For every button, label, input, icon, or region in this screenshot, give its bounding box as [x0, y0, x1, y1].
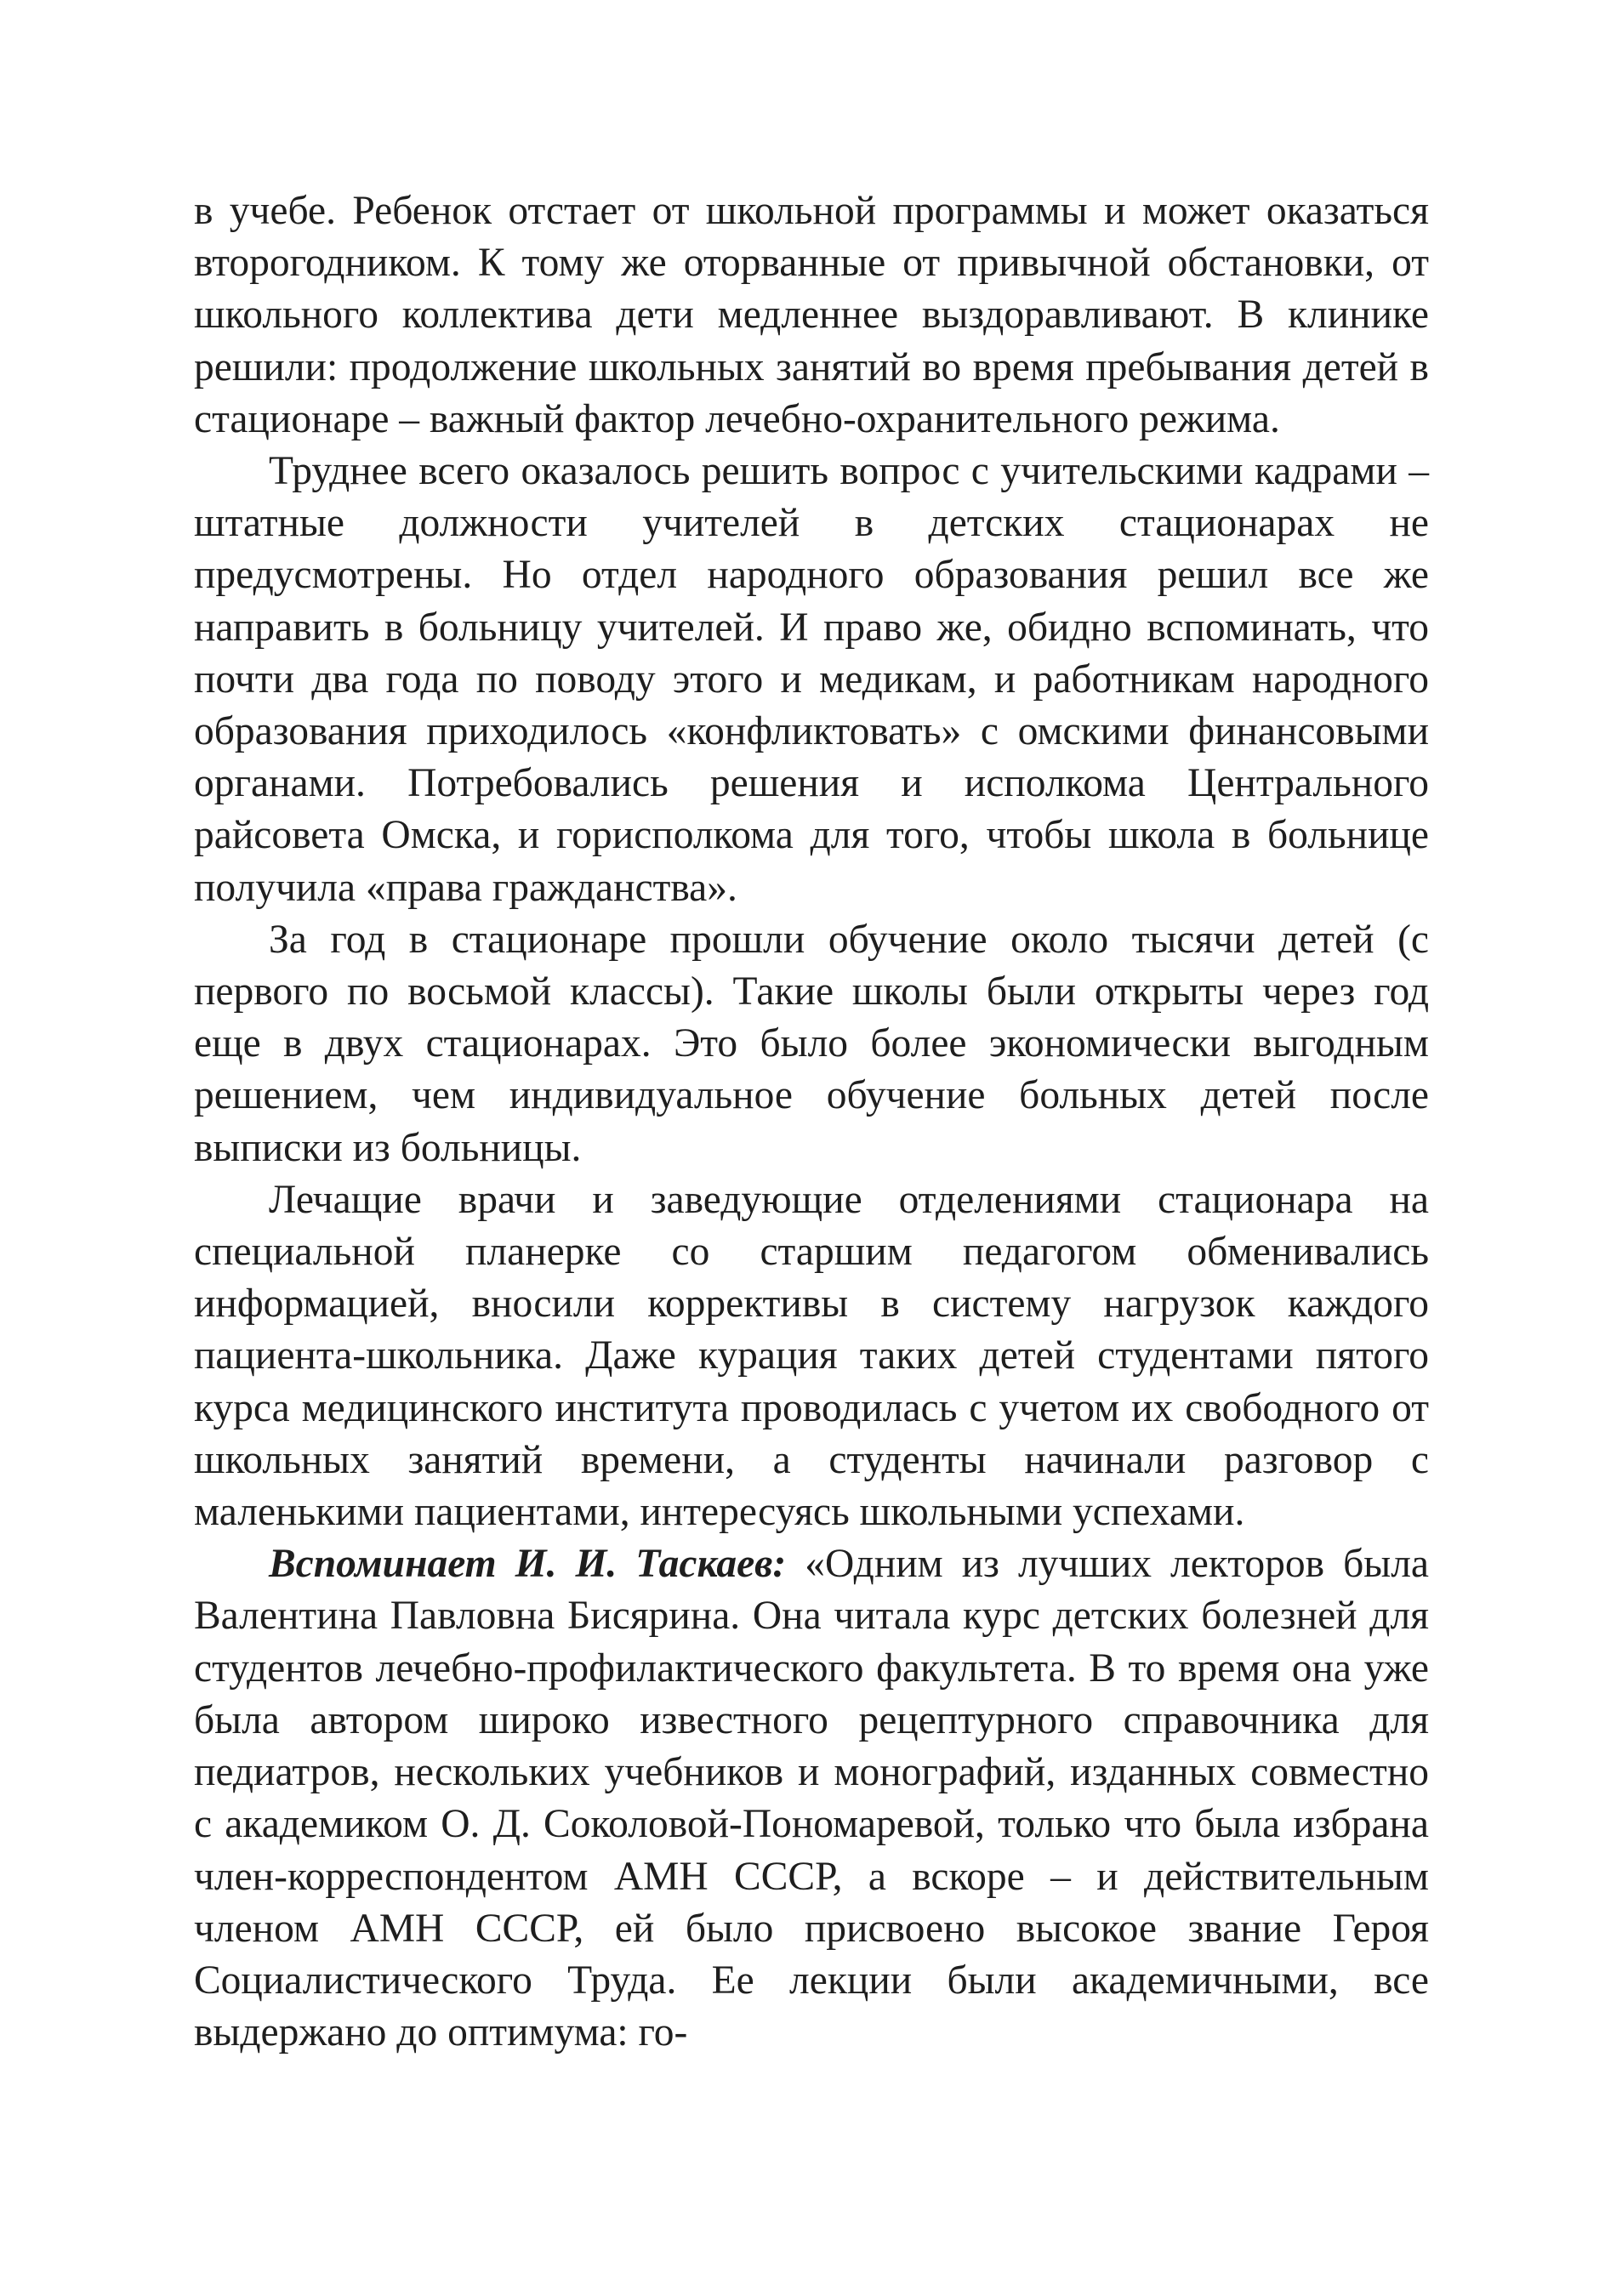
page-body — [194, 185, 1429, 2059]
speaker-attribution: Вспоминает И. И. Таскаев: — [269, 1542, 787, 1587]
paragraph-1: в учебе. Ребенок отстает от школьной программы и может оказаться второгодником. К тому же оторванные от привычной обстановки, от школьного коллектива дети медленнее выздоравливают. В клинике решили: продолжение школьных занятий во время пребывания детей в стационаре – важный фактор лечебно-охранительного режима. — [194, 189, 1429, 441]
paragraph-3: За год в стационаре прошли обучение около тысячи детей (с первого по восьмой классы). Такие школы были открыты через год еще в двух стационарах. Это было более экономически выгодным решением, чем индивидуальное обучение больных детей после выписки из больницы. — [194, 917, 1429, 1170]
quote-text: «Одним из лучших лекторов была Валентина Павловна Бисярина. Она читала курс детских болезней для студентов лечебно-профилактического факультета. В то время она уже была автором широко известного рецептурного справочника для педиатров, нескольких учебников и монографий, изданных совместно с академиком О. Д. Соколовой-Пономаревой, только что была избрана член-корреспондентом АМН СССР, а вскоре – и действительным членом АМН СССР, ей было присвоено высокое звание Героя Социалистического Труда. Ее лекции были академичными, все выдержано до оптимума: го- — [194, 1542, 1429, 2055]
paragraph-4: Лечащие врачи и заведующие отделениями стационара на специальной планерке со старшим педагогом обменивались информацией, вносили коррективы в систему нагрузок каждого пациента-школьника. Даже курация таких детей студентами пятого курса медицинского института проводилась с учетом их свободного от школьных занятий времени, а студенты начинали разговор с маленькими пациентами, интересуясь школьными успехами. — [194, 1177, 1429, 1535]
paragraph-5 — [194, 1538, 1429, 2059]
paragraph-2: Труднее всего оказалось решить вопрос с учительскими кадрами – штатные должности учителей в детских стационарах не предусмотрены. Но отдел народного образования решил все же направить в больницу учителей. И право же, обидно вспоминать, что почти два года по поводу этого и медикам, и работникам народного образования приходилось «конфликтовать» с омскими финансовыми органами. Потребовались решения и исполкома Центрального райсовета Омска, и горисполкома для того, чтобы школа в больнице получила «права гражданства». — [194, 449, 1429, 910]
